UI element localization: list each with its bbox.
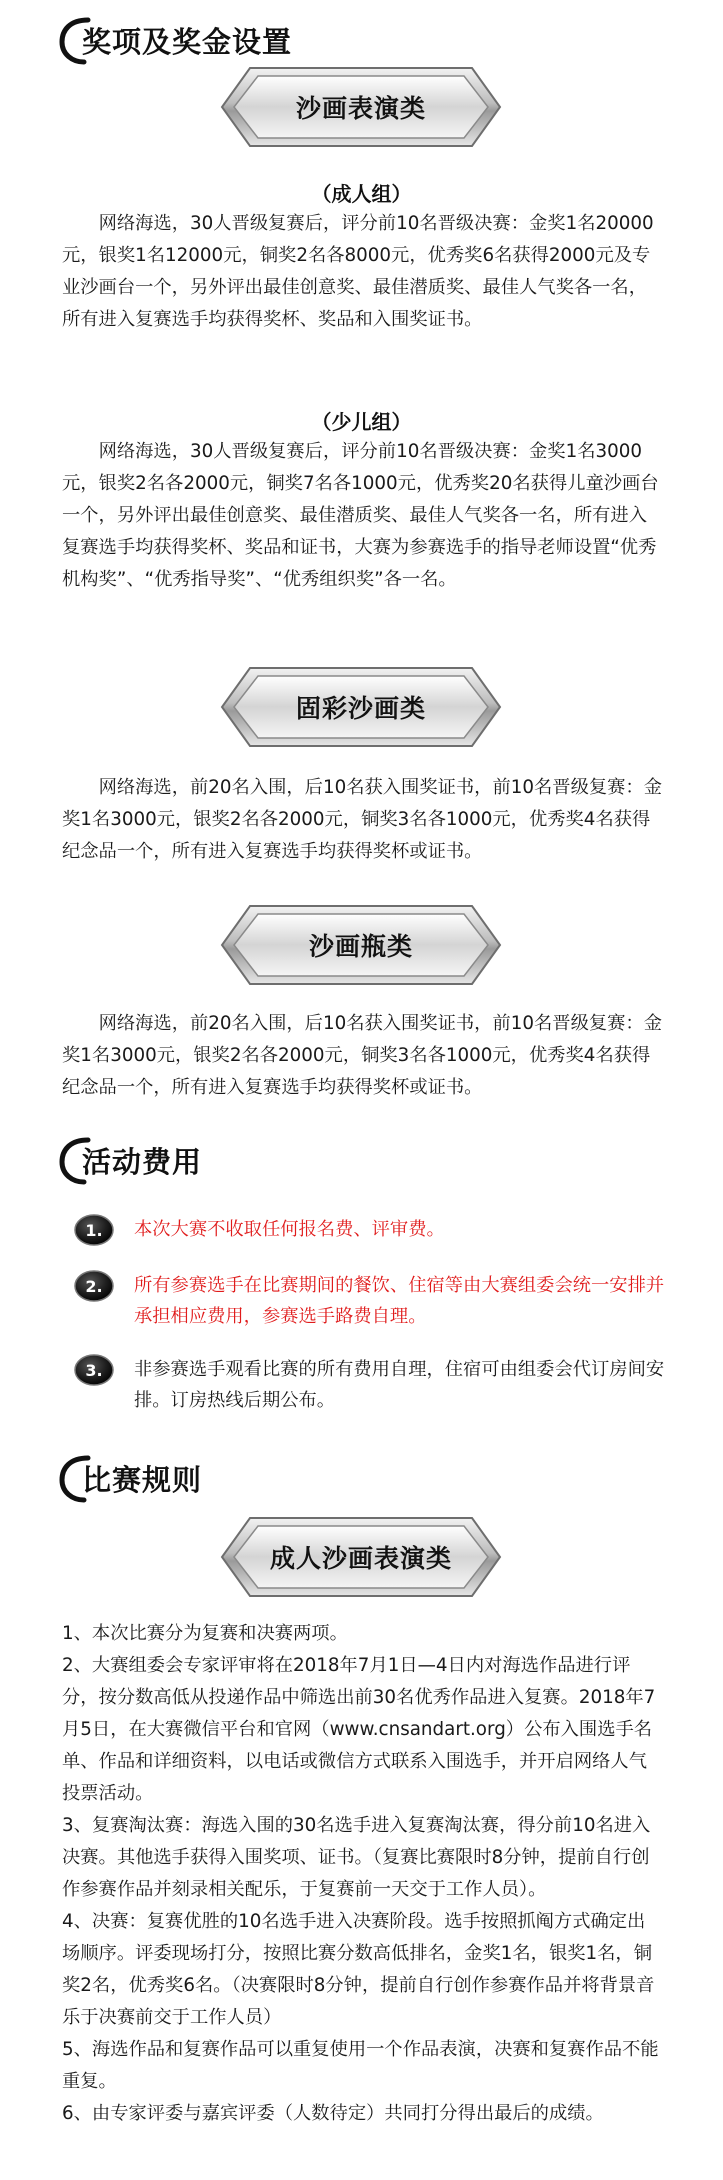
rule-item: 1、本次比赛分为复赛和决赛两项。 xyxy=(62,1623,348,1644)
section-title-rules xyxy=(52,1450,203,1506)
category-badge-sand-performance xyxy=(220,66,502,148)
badge-label: 固彩沙画类 xyxy=(295,694,426,723)
section-title-awards xyxy=(52,12,293,68)
number-badge-icon xyxy=(74,1214,114,1246)
fee-text: 非参赛选手观看比赛的所有费用自理，住宿可由组委会代订房间安排。订房热线后期公布。 xyxy=(134,1359,665,1411)
sand-bottle-award-text: 网络海选，前20名入围，后10名获入围奖证书，前10名晋级复赛：金奖1名3000元，银奖2名各2000元，铜奖3名各1000元，优秀奖4名获得纪念品一个，所有进入复赛选手均获得奖杯或证书。 xyxy=(62,1013,662,1098)
badge-label: 沙画瓶类 xyxy=(308,932,413,961)
fee-text: 本次大赛不收取任何报名费、评审费。 xyxy=(134,1219,445,1240)
adult-award-text: 网络海选，30人晋级复赛后，评分前10名晋级决赛：金奖1名20000元，银奖1名12000元，铜奖2名各8000元，优秀奖6名获得2000元及专业沙画台一个，另外评出最佳创意奖、最佳潜质奖、最佳人气奖各一名，所有进入复赛选手均获得奖杯、奖品和入围奖证书。 xyxy=(62,213,654,330)
group-title-junior: （少儿组） xyxy=(311,410,412,434)
rule-item: 3、复赛淘汰赛：海选入围的30名选手进入复赛淘汰赛，得分前10名进入决赛。其他选手获得入围奖项、证书。（复赛比赛限时8分钟，提前自行创作参赛作品并刻录相关配乐，于复赛前一天交于工作人员）。 xyxy=(62,1815,651,1900)
fee-text: 所有参赛选手在比赛期间的餐饮、住宿等由大赛组委会统一安排并承担相应费用，参赛选手路费自理。 xyxy=(134,1275,665,1327)
section-title-text: 活动费用 xyxy=(82,1144,203,1179)
fee-number: 2. xyxy=(85,1276,103,1296)
badge-label: 成人沙画表演类 xyxy=(269,1544,452,1573)
fee-number: 1. xyxy=(85,1220,103,1240)
fee-item xyxy=(74,1270,674,1340)
number-badge-icon xyxy=(74,1354,114,1386)
section-title-fees xyxy=(52,1132,203,1188)
rule-item: 4、决赛：复赛优胜的10名选手进入决赛阶段。选手按照抓阄方式确定出场顺序。评委现场打分，按照比赛分数高低排名，金奖1名，银奖1名，铜奖2名，优秀奖6名。（决赛限时8分钟，提前自行创作参赛作品并将背景音乐于决赛前交于工作人员） xyxy=(62,1911,655,2028)
category-badge-fixed-color xyxy=(220,666,502,748)
category-badge-sand-bottle xyxy=(220,904,502,986)
rules-list xyxy=(62,1618,662,2130)
fee-item xyxy=(74,1354,674,1424)
junior-award-text: 网络海选，30人晋级复赛后，评分前10名晋级决赛：金奖1名3000元，银奖2名各2000元，铜奖7名各1000元，优秀奖20名获得儿童沙画台一个，另外评出最佳创意奖、最佳潜质奖、最佳人气奖各一名，所有进入复赛选手均获得奖杯、奖品和证书，大赛为参赛选手的指导老师设置“优秀机构奖”、“优秀指导奖”、“优秀组织奖”各一名。 xyxy=(62,441,659,590)
fixed-color-award-text: 网络海选，前20名入围，后10名获入围奖证书，前10名晋级复赛：金奖1名3000元，银奖2名各2000元，铜奖3名各1000元，优秀奖4名获得纪念品一个，所有进入复赛选手均获得奖杯或证书。 xyxy=(62,777,662,862)
number-badge-icon xyxy=(74,1270,114,1302)
fee-number: 3. xyxy=(85,1360,103,1380)
badge-label: 沙画表演类 xyxy=(295,94,426,123)
section-title-text: 奖项及奖金设置 xyxy=(82,24,293,59)
category-badge-adult-performance xyxy=(220,1516,502,1598)
rule-item: 2、大赛组委会专家评审将在2018年7月1日—4日内对海选作品进行评分，按分数高低从投递作品中筛选出前30名优秀作品进入复赛。2018年7月5日，在大赛微信平台和官网（www.cnsandart.org）公布入围选手名单、作品和详细资料，以电话或微信方式联系入围选手，并开启网络人气投票活动。 xyxy=(62,1655,656,1804)
rule-item: 6、由专家评委与嘉宾评委（人数待定）共同打分得出最后的成绩。 xyxy=(62,2103,604,2124)
section-title-text: 比赛规则 xyxy=(82,1462,203,1497)
group-title-adult: （成人组） xyxy=(311,182,412,206)
rule-item: 5、海选作品和复赛作品可以重复使用一个作品表演，决赛和复赛作品不能重复。 xyxy=(62,2039,659,2092)
